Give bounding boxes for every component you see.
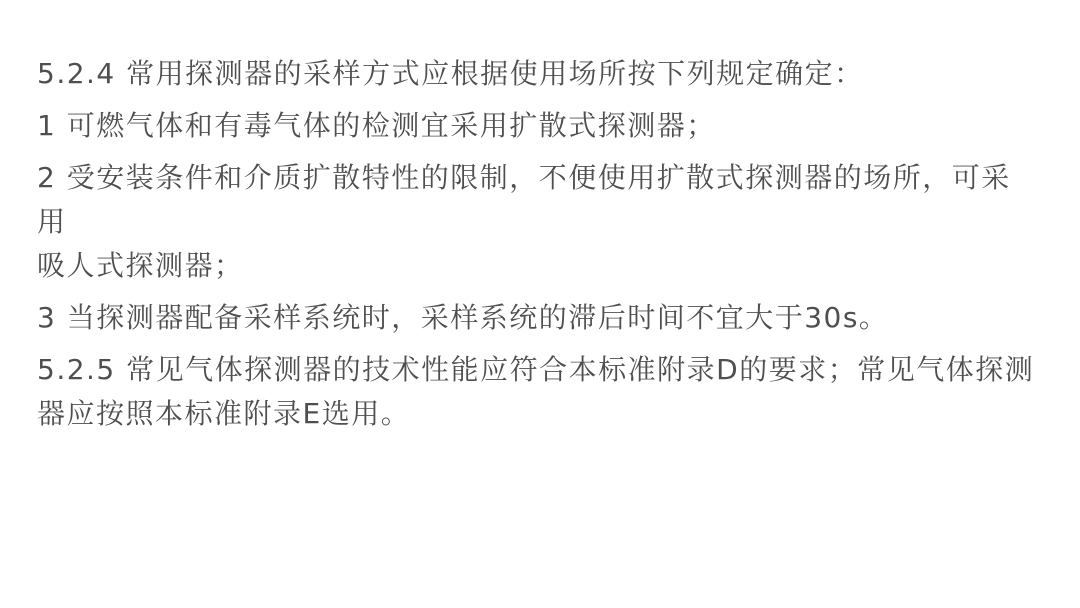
text-line: 器应按照本标准附录E选用。 (37, 397, 411, 430)
text-line: 5.2.5 常见气体探测器的技术性能应符合本标准附录D的要求；常见气体探测 (37, 353, 1035, 386)
paragraph-list-item-1 (37, 104, 1040, 148)
text-line: 3 当探测器配备采样系统时，采样系统的滞后时间不宜大于30s。 (37, 301, 889, 334)
paragraph-clause-5-2-4 (37, 52, 1040, 96)
paragraph-list-item-3 (37, 296, 1040, 340)
paragraph-clause-5-2-5 (37, 348, 1040, 436)
text-line: 5.2.4 常用探测器的采样方式应根据使用场所按下列规定确定： (37, 57, 864, 90)
paragraph-list-item-2 (37, 156, 1040, 288)
text-line: 1 可燃气体和有毒气体的检测宜采用扩散式探测器； (37, 109, 716, 142)
text-line: 2 受安装条件和介质扩散特性的限制，不便使用扩散式探测器的场所，可采用 (37, 161, 1011, 238)
text-line: 吸人式探测器； (37, 249, 244, 282)
